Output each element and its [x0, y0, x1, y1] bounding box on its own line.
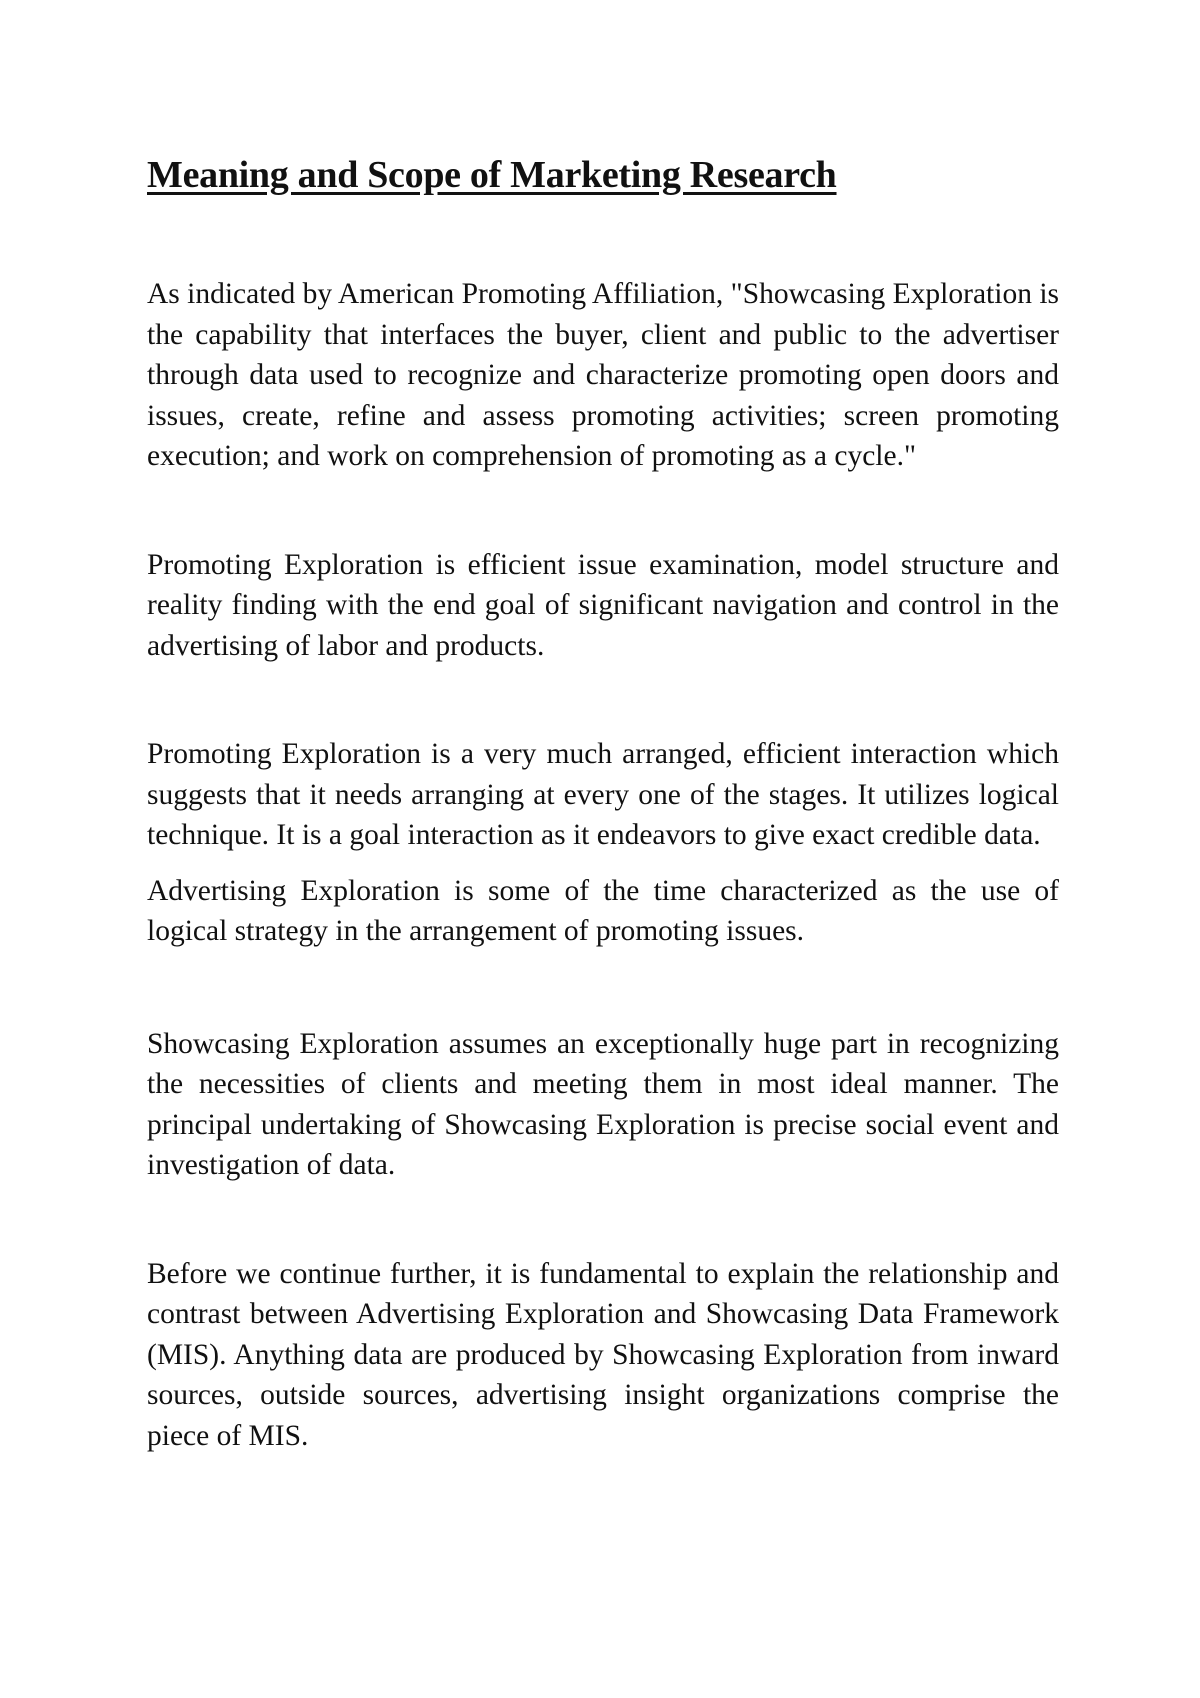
paragraph-ama-definition: As indicated by American Promoting Affiliation, "Showcasing Exploration is the capability that interfaces the buyer, client and public to the advertiser through data used to recognize and characterize promoting open doors and issues, create, refine and assess promoting activities; screen promoting execution; and work on comprehension of promoting as a cycle." [147, 278, 1059, 472]
document-page [147, 150, 1059, 1456]
paragraph-arranged-interaction: Promoting Exploration is a very much arranged, efficient interaction which suggests that it needs arranging at every one of the stages. It utilizes logical technique. It is a goal interaction as it endeavors to give exact credible data. [147, 738, 1059, 851]
paragraph-mis-relationship: Before we continue further, it is fundamental to explain the relationship and contrast between Advertising Exploration and Showcasing Data Framework (MIS). Anything data are produced by Showcasing Exploration from inward sources, outside sources, advertising insight organizations comprise the piece of MIS. [147, 1257, 1059, 1452]
page-title: Meaning and Scope of Marketing Research [147, 154, 837, 196]
paragraph-logical-strategy: Advertising Exploration is some of the time characterized as the use of logical strategy in the arrangement of promoting issues. [147, 874, 1059, 947]
paragraph-efficient-examination: Promoting Exploration is efficient issue examination, model structure and reality finding with the end goal of significant navigation and control in the advertising of labor and products. [147, 548, 1059, 662]
paragraph-client-necessities: Showcasing Exploration assumes an exceptionally huge part in recognizing the necessities of clients and meeting them in most ideal manner. The principal undertaking of Showcasing Exploration is precise social event and investigation of data. [147, 1027, 1059, 1181]
